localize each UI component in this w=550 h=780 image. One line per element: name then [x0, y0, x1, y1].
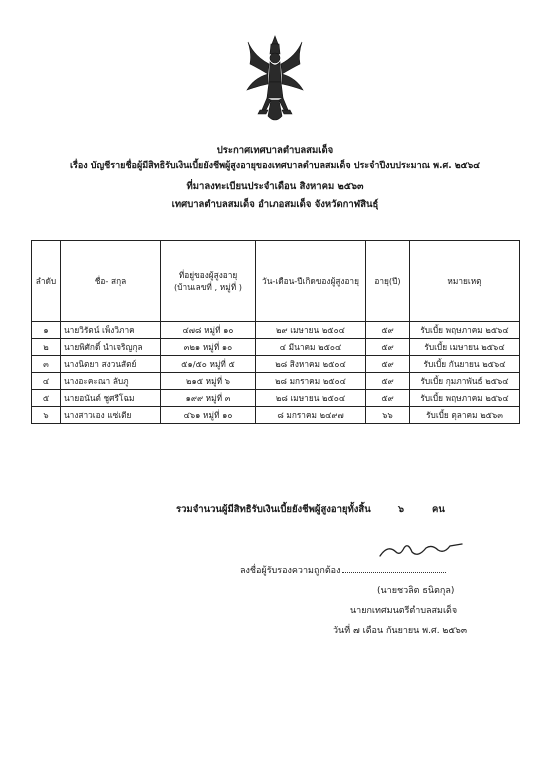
organization-line: เทศบาลตำบลสมเด็จ อำเภอสมเด็จ จังหวัดกาฬสินธุ์ [171, 199, 379, 210]
cell-no: ๑ [32, 322, 61, 339]
col-header-address-line1: ที่อยู่ของผู้สูงอายุ [178, 270, 238, 280]
cell-name: นางอะคะณา ลับภู [61, 373, 161, 390]
cell-address: ๔๗๘ หมู่ที่ ๑๐ [161, 322, 256, 339]
total-count: ๖ [398, 504, 405, 515]
cell-age: ๖๖ [366, 407, 410, 424]
col-header-age: อายุ(ปี) [366, 241, 410, 322]
cell-age: ๕๙ [366, 390, 410, 407]
total-unit: คน [432, 504, 445, 515]
certify-line [240, 563, 446, 577]
signer-position: นายกเทศมนตรีตำบลสมเด็จ [350, 606, 458, 616]
table-row [32, 373, 520, 390]
elderly-allowance-table [31, 240, 520, 424]
cell-no: ๓ [32, 356, 61, 373]
cell-no: ๔ [32, 373, 61, 390]
signature-date: วันที่ ๗ เดือน กันยายน พ.ศ. ๒๕๖๓ [333, 626, 468, 636]
total-label: รวมจำนวนผู้มีสิทธิรับเงินเบี้ยยังชีพผู้สูงอายุทั้งสิ้น [176, 504, 371, 515]
cell-age: ๕๙ [366, 322, 410, 339]
cell-remark: รับเบี้ย พฤษภาคม ๒๕๖๔ [410, 390, 520, 407]
col-header-address-line2: (บ้านเลขที่ , หมู่ที่ ) [173, 282, 243, 292]
total-summary [176, 502, 445, 517]
cell-address: ๒๑๕ หมู่ที่ ๖ [161, 373, 256, 390]
cell-name: นายวิรัตน์ เพ็งวิภาค [61, 322, 161, 339]
certify-label: ลงชื่อผู้รับรองความถูกต้อง [240, 566, 341, 576]
announcement-title: ประกาศเทศบาลตำบลสมเด็จ [216, 145, 334, 156]
cell-birthdate: ๔ มีนาคม ๒๕๐๔ [256, 339, 366, 356]
cell-birthdate: ๒๘ เมษายน ๒๕๐๔ [256, 390, 366, 407]
table-row [32, 356, 520, 373]
garuda-emblem [244, 34, 306, 128]
col-header-birthdate: วัน-เดือน-ปีเกิดของผู้สูงอายุ [256, 241, 366, 322]
cell-name: นางนิตยา สงวนสัตย์ [61, 356, 161, 373]
cell-remark: รับเบี้ย พฤษภาคม ๒๕๖๔ [410, 322, 520, 339]
table-row [32, 339, 520, 356]
cell-address: ๓๒๑ หมู่ที่ ๑๐ [161, 339, 256, 356]
cell-address: ๑๙๙ หมู่ที่ ๓ [161, 390, 256, 407]
table-row [32, 390, 520, 407]
cell-no: ๒ [32, 339, 61, 356]
cell-birthdate: ๘ มกราคม ๒๔๙๗ [256, 407, 366, 424]
signer-name: (นายชวลิต ธนิตกุล) [377, 586, 455, 596]
col-header-remark: หมายเหตุ [410, 241, 520, 322]
handwritten-signature [378, 540, 464, 560]
cell-no: ๕ [32, 390, 61, 407]
table-row [32, 322, 520, 339]
cell-name: นางสาวเอง แซ่เตีย [61, 407, 161, 424]
col-header-no: ลำดับ [32, 241, 61, 322]
cell-remark: รับเบี้ย กุมภาพันธ์ ๒๕๖๔ [410, 373, 520, 390]
cell-birthdate: ๒๘ มกราคม ๒๕๐๔ [256, 373, 366, 390]
cell-name: นายพิศักดิ์ นำเจริญกุล [61, 339, 161, 356]
col-header-address [161, 241, 256, 322]
table-row [32, 407, 520, 424]
signature-dotted-line [342, 572, 446, 573]
cell-birthdate: ๒๘ สิงหาคม ๒๕๐๔ [256, 356, 366, 373]
cell-remark: รับเบี้ย กันยายน ๒๕๖๔ [410, 356, 520, 373]
cell-remark: รับเบี้ย ตุลาคม ๒๕๖๓ [410, 407, 520, 424]
cell-address: ๔๖๑ หมู่ที่ ๑๐ [161, 407, 256, 424]
cell-age: ๕๙ [366, 356, 410, 373]
cell-address: ๕๑/๕๐ หมู่ที่ ๕ [161, 356, 256, 373]
table-header-row [32, 241, 520, 322]
cell-remark: รับเบี้ย เมษายน ๒๕๖๔ [410, 339, 520, 356]
cell-age: ๕๙ [366, 373, 410, 390]
registration-period: ที่มาลงทะเบียนประจำเดือน สิงหาคม ๒๕๖๓ [186, 181, 364, 192]
cell-no: ๖ [32, 407, 61, 424]
cell-name: นายอนันต์ ชูศรีโฉม [61, 390, 161, 407]
cell-age: ๕๙ [366, 339, 410, 356]
cell-birthdate: ๒๙ เมษายน ๒๕๐๔ [256, 322, 366, 339]
col-header-name: ชื่อ- สกุล [61, 241, 161, 322]
document-subject: เรื่อง บัญชีรายชื่อผู้มีสิทธิรับเงินเบี้ยยังชีพผู้สูงอายุของเทศบาลตำบลสมเด็จ ประจำปีงบประมาณ พ.ศ. ๒๕๖๔ [69, 161, 481, 171]
